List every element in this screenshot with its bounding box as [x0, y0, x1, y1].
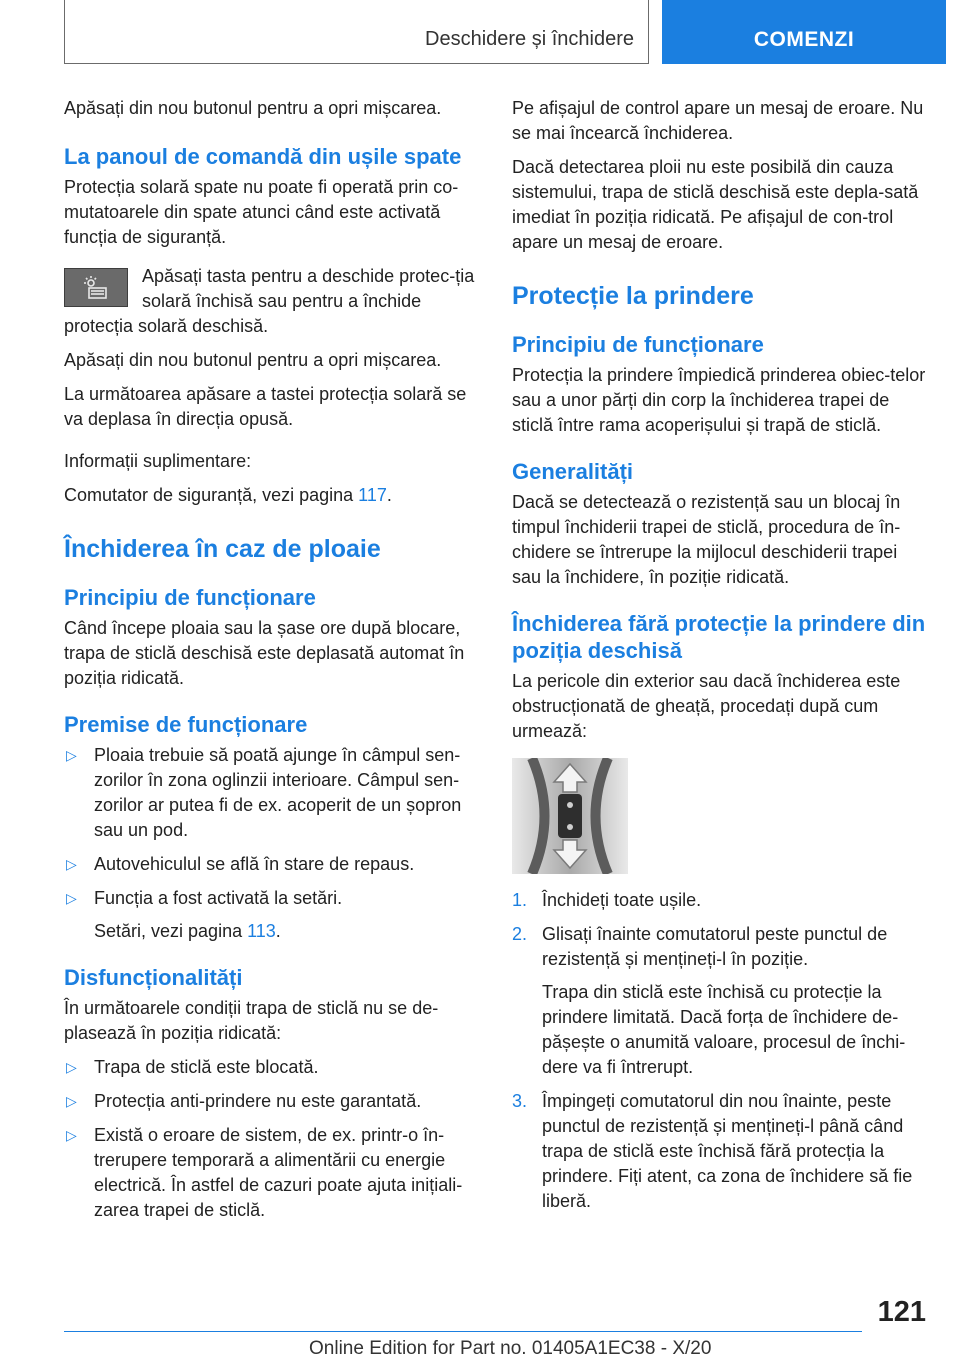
heading-rear-doors: La panoul de comandă din ușile spate	[64, 144, 462, 169]
paragraph-info: Informații suplimentare:	[64, 451, 252, 471]
list-item: ▷ Ploaia trebuie să poată ajunge în câmpul sen‐zorilor în zona oglinzii interioare. Câmpul sen‐zorilor ar putea fi de ex. acoperit de un șopron sau un pod.	[66, 745, 462, 840]
paragraph-next-press: La următoarea apăsare a tastei protecția solară se va deplasa în direcția opusă.	[64, 384, 467, 429]
page-link-113[interactable]: 113	[247, 921, 276, 941]
paragraph-malfunction: În următoarele condiții trapa de sticlă nu se de‐plasează în poziția ridicată:	[64, 998, 439, 1043]
triangle-bullet-icon: ▷	[66, 890, 77, 906]
paragraph-principle: Când începe ploaia sau la șase ore după blocare, trapa de sticlă deschisă este deplasată automat în poziția ridicată.	[64, 618, 465, 688]
heading-pinch-protection: Protecție la prindere	[512, 282, 754, 310]
heading-principle: Principiu de funcționare	[512, 332, 764, 357]
footer-divider	[64, 1331, 862, 1332]
heading-general: Generalități	[512, 459, 634, 484]
settings-reference: Setări, vezi pagina 113.	[94, 921, 281, 941]
triangle-bullet-icon: ▷	[66, 747, 77, 763]
heading-premise: Premise de funcționare	[64, 712, 308, 737]
triangle-bullet-icon: ▷	[66, 1093, 77, 1109]
triangle-bullet-icon: ▷	[66, 856, 77, 872]
sunblind-button-row	[64, 264, 478, 339]
malfunction-list	[64, 1055, 478, 1223]
heading-principle: Principiu de funcționare	[64, 585, 316, 610]
heading-closing-without-protection: Închiderea fără protecție la prindere din poziția deschisă	[512, 611, 926, 663]
header-section-box	[64, 0, 649, 64]
paragraph-error: Pe afișajul de control apare un mesaj de eroare. Nu se mai încearcă închiderea.	[512, 98, 924, 143]
heading-malfunction: Disfuncționalități	[64, 965, 243, 990]
left-column	[64, 96, 478, 1232]
paragraph-stop-2: Apăsați din nou butonul pentru a opri mișcarea.	[64, 350, 442, 370]
paragraph-nopinch: La pericole din exterior sau dacă închiderea este obstrucționată de gheață, procedați după cum urmează:	[512, 671, 901, 741]
list-item: 3. Împingeți comutatorul din nou înainte, peste punctul de rezistență și mențineți-l până când trapa de sticlă este închisă fără protecția la prindere. Fiți atent, ca zona de închidere să fie liberă.	[512, 1091, 913, 1211]
list-item: ▷ Trapa de sticlă este blocată.	[64, 1055, 478, 1080]
page-link-117[interactable]: 117	[358, 485, 387, 505]
triangle-bullet-icon: ▷	[66, 1059, 77, 1075]
premise-list	[64, 743, 478, 944]
steps-list	[512, 888, 926, 1214]
paragraph-general: Dacă se detectează o rezistență sau un blocaj în timpul închiderii trapei de sticlă, procedura de în‐chidere se întrerupe la mijlocul deschiderii trapei sau la închidere, în poziție ridicată.	[512, 492, 901, 587]
heading-rain-closing: Închiderea în caz de ploaie	[64, 535, 381, 563]
paragraph-button: Apăsați tasta pentru a deschide protec‐ția solară închisă sau pentru a închide protecția solară deschisă.	[64, 266, 475, 336]
page-number: 121	[877, 1296, 926, 1328]
list-item: ▷ Funcția a fost activată la setări. Setări, vezi pagina 113.	[64, 886, 478, 944]
list-item: ▷ Există o eroare de sistem, de ex. printr-o în‐trerupere temporară a alimentării cu energie electrică. În astfel de cazuri poate ajuta inițiali‐zarea trapei de sticlă.	[66, 1125, 463, 1220]
step-note: Trapa din sticlă este închisă cu protecție la prindere limitată. Dacă forța de închidere de‐pășește o anumită valoare, procesul de închi‐dere va fi întrerupt.	[542, 982, 906, 1077]
paragraph-pinch: Protecția la prindere împiedică prinderea obiec‐telor sau a unor părți din corp la închiderea trapei de sticlă între rama acoperișului și trapă de sticlă.	[512, 365, 926, 435]
list-item: ▷ Protecția anti-prindere nu este garantată.	[64, 1089, 478, 1114]
sunblind-button-icon	[64, 268, 128, 307]
list-item: 1. Închideți toate ușile.	[512, 890, 702, 910]
paragraph-rear: Protecția solară spate nu poate fi operată prin co‐mutatoarele din spate atunci când este activată funcția de siguranță.	[64, 177, 459, 247]
paragraph-detect: Dacă detectarea ploii nu este posibilă din cauza sistemului, trapa de sticlă deschisă este depla‐sată imediat în poziția ridicată. Pe afișajul de con‐trol apare un mesaj de eroare.	[512, 157, 919, 252]
paragraph-stop: Apăsați din nou butonul pentru a opri mișcarea.	[64, 98, 442, 118]
paragraph-safety-switch: Comutator de siguranță, vezi pagina 117.	[64, 485, 392, 505]
footer-edition: Online Edition for Part no. 01405A1EC38 - X/20	[309, 1338, 712, 1359]
triangle-bullet-icon: ▷	[66, 1127, 77, 1143]
header-section-title: Deschidere și închidere	[425, 28, 634, 50]
list-item: 2. Glisați înainte comutatorul peste punctul de rezistență și mențineți-l în poziție. Trapa din sticlă este închisă cu protecție la prindere limitată. Dacă forța de închidere de‐pășește o anumită valoare, procesul de închi‐dere va fi întrerupt.	[512, 922, 926, 1080]
header-chapter-tab[interactable]: COMENZI	[662, 0, 946, 64]
list-item: ▷ Autovehiculul se află în stare de repaus.	[64, 852, 478, 877]
right-column	[512, 96, 926, 1223]
roof-switch-image	[512, 758, 628, 874]
